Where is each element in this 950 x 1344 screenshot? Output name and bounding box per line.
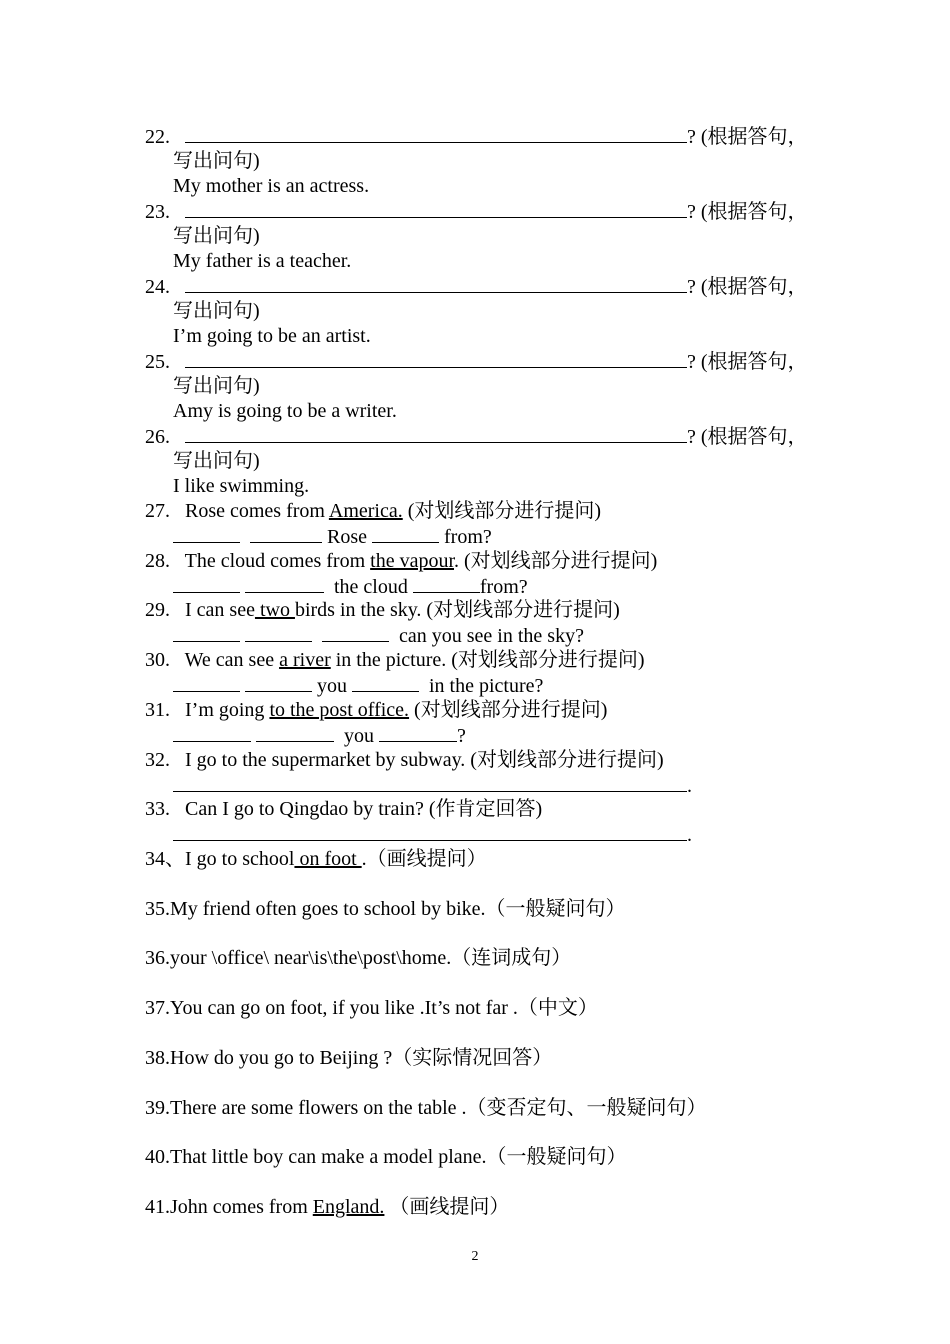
- question-36: 36.your \office\ near\is\the\post\home.（连词成句）: [145, 947, 572, 969]
- instruction-continuation: 写出问句): [173, 150, 260, 172]
- answer-blank[interactable]: [173, 524, 240, 543]
- question-35: 35.My friend often goes to school by bike.（一般疑问句）: [145, 898, 626, 920]
- answer-blank[interactable]: [256, 723, 334, 742]
- question-29: 29. I can see two birds in the sky. (对划线部分进行提问): [145, 599, 620, 621]
- question-22: 22. ? (根据答句，: [145, 126, 808, 148]
- answer-line-29: can you see in the sky?: [173, 623, 584, 647]
- answer-blank[interactable]: [185, 349, 687, 368]
- question-24: 24. ? (根据答句，: [145, 276, 808, 298]
- given-answer: I’m going to be an artist.: [173, 325, 371, 347]
- question-23: 23. ? (根据答句，: [145, 201, 808, 223]
- answer-blank[interactable]: [173, 623, 240, 642]
- answer-blank[interactable]: [372, 524, 439, 543]
- question-25: 25. ? (根据答句，: [145, 351, 808, 373]
- question-33: 33. Can I go to Qingdao by train? (作肯定回答): [145, 798, 543, 820]
- answer-blank[interactable]: [173, 574, 240, 593]
- instruction-continuation: 写出问句): [173, 225, 260, 247]
- answer-line-31: you ?: [173, 723, 466, 747]
- answer-blank[interactable]: [413, 574, 480, 593]
- question-32: 32. I go to the supermarket by subway. (对划线部分进行提问): [145, 749, 664, 771]
- instruction-continuation: 写出问句): [173, 300, 260, 322]
- answer-blank[interactable]: [322, 623, 389, 642]
- instruction-continuation: 写出问句): [173, 450, 260, 472]
- answer-blank[interactable]: [379, 723, 457, 742]
- question-38: 38.How do you go to Beijing ?（实际情况回答）: [145, 1047, 553, 1069]
- question-40: 40.That little boy can make a model plane.（一般疑问句）: [145, 1146, 627, 1168]
- answer-line-30: you in the picture?: [173, 673, 543, 697]
- answer-line-27: Rose from?: [173, 524, 492, 548]
- answer-blank[interactable]: [352, 673, 419, 692]
- answer-blank[interactable]: [245, 623, 312, 642]
- question-27: 27. Rose comes from America. (对划线部分进行提问): [145, 500, 602, 522]
- given-answer: I like swimming.: [173, 475, 310, 497]
- answer-blank[interactable]: [250, 524, 322, 543]
- given-answer: My mother is an actress.: [173, 175, 370, 197]
- question-34: 34、I go to school on foot .（画线提问）: [145, 848, 487, 870]
- answer-blank[interactable]: [185, 424, 687, 443]
- answer-line-32: .: [173, 773, 692, 797]
- question-41: 41.John comes from England. （画线提问）: [145, 1196, 510, 1218]
- answer-blank[interactable]: [245, 574, 324, 593]
- question-39: 39.There are some flowers on the table .（变否定句、一般疑问句）: [145, 1097, 707, 1119]
- answer-blank[interactable]: [173, 773, 687, 792]
- answer-line-33: .: [173, 822, 692, 846]
- answer-blank[interactable]: [173, 723, 251, 742]
- question-28: 28. The cloud comes from the vapour. (对划线部分进行提问): [145, 550, 658, 572]
- answer-blank[interactable]: [185, 274, 687, 293]
- answer-blank[interactable]: [173, 673, 240, 692]
- question-30: 30. We can see a river in the picture. (对划线部分进行提问): [145, 649, 645, 671]
- question-31: 31. I’m going to the post office. (对划线部分进行提问): [145, 699, 608, 721]
- instruction-continuation: 写出问句): [173, 375, 260, 397]
- given-answer: Amy is going to be a writer.: [173, 400, 397, 422]
- answer-blank[interactable]: [245, 673, 312, 692]
- answer-line-28: the cloud from?: [173, 574, 528, 598]
- answer-blank[interactable]: [185, 199, 687, 218]
- answer-blank[interactable]: [185, 124, 687, 143]
- answer-blank[interactable]: [173, 822, 687, 841]
- question-37: 37.You can go on foot, if you like .It’s not far .（中文）: [145, 997, 598, 1019]
- question-26: 26. ? (根据答句，: [145, 426, 808, 448]
- page-number: 2: [471, 1249, 479, 1264]
- given-answer: My father is a teacher.: [173, 250, 352, 272]
